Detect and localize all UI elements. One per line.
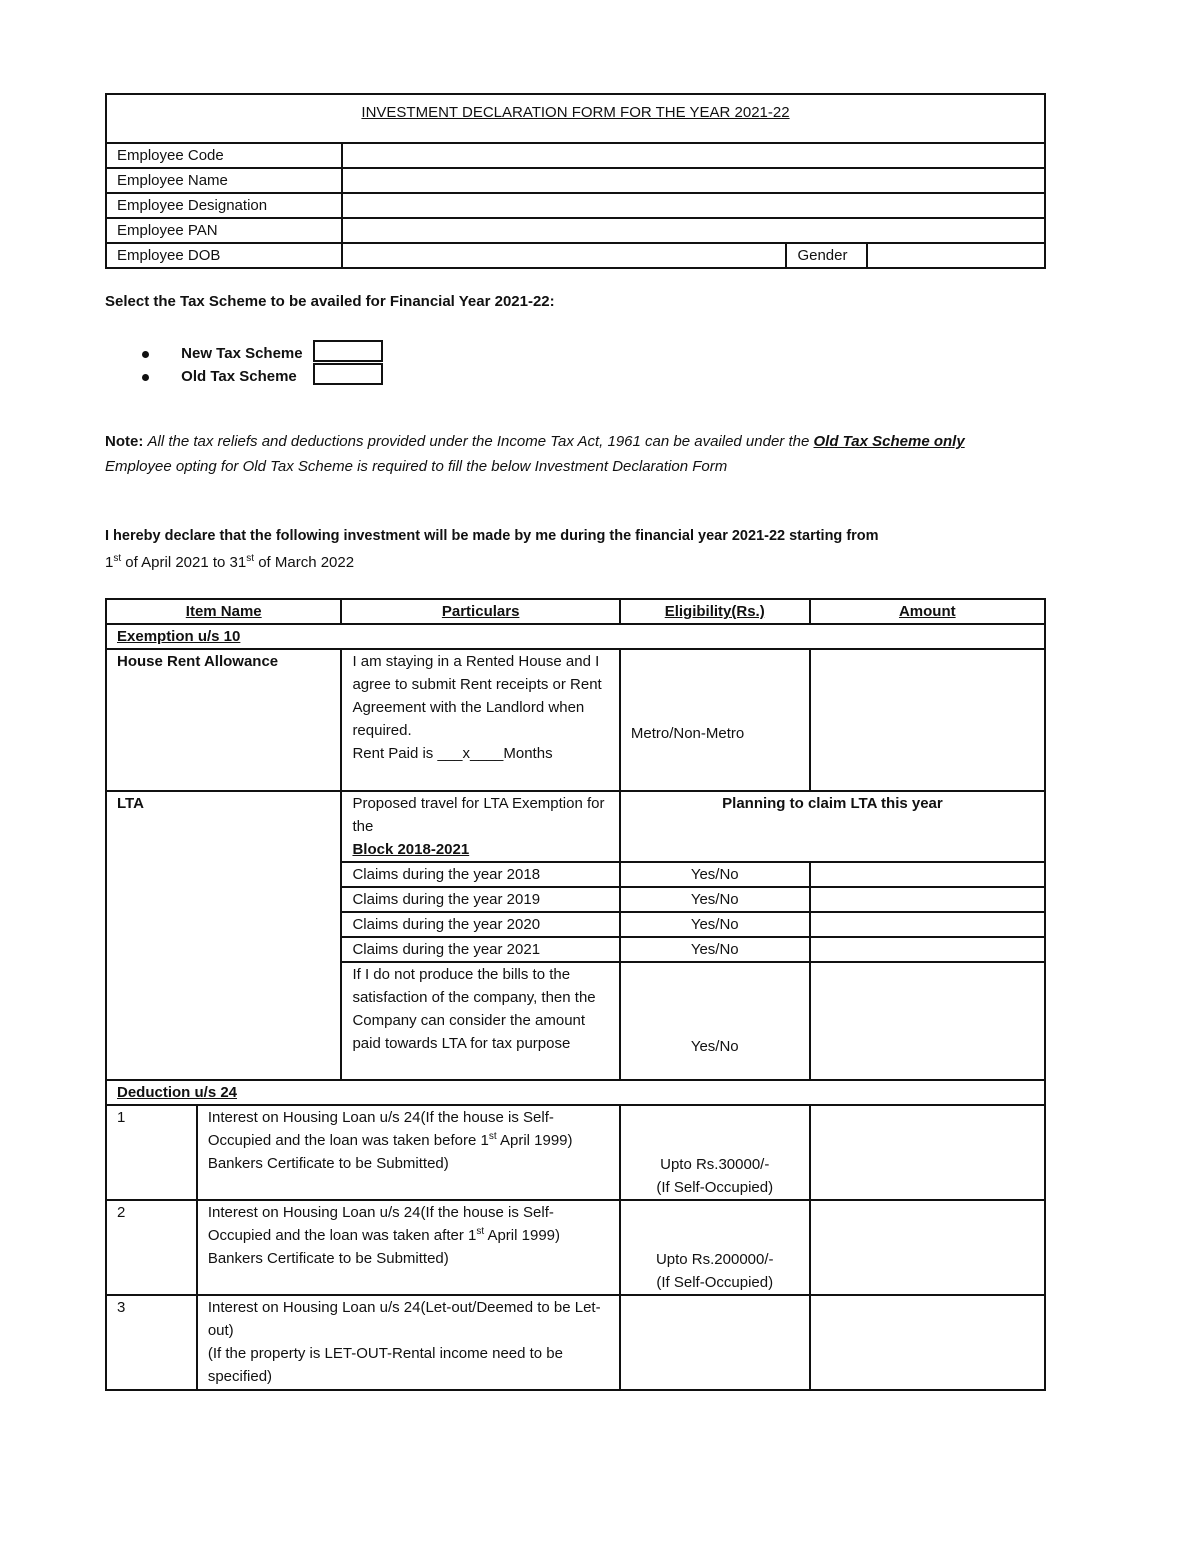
bullet-icon: [142, 351, 149, 358]
amount-input[interactable]: [810, 937, 1045, 962]
employee-designation-input[interactable]: [342, 193, 1045, 218]
scheme-option-new: [142, 340, 383, 362]
note-emphasis: Old Tax Scheme only: [813, 433, 965, 450]
old-tax-scheme-checkbox[interactable]: [313, 363, 383, 385]
particulars-cell: [197, 1105, 620, 1200]
eligibility-limit: Upto Rs.200000/-: [655, 1251, 774, 1268]
particulars-line: Interest on Housing Loan u/s 24(Let-out/Deemed to be Let-out): [207, 1299, 601, 1339]
amount-input[interactable]: [810, 887, 1045, 912]
eligibility-condition: (If Self-Occupied): [656, 1274, 774, 1291]
new-tax-scheme-checkbox[interactable]: [313, 340, 383, 362]
field-label: Employee Name: [106, 168, 342, 193]
particulars-cell: [197, 1295, 620, 1390]
form-title: INVESTMENT DECLARATION FORM FOR THE YEAR 2021-22: [361, 104, 790, 121]
field-label: Employee Designation: [106, 193, 342, 218]
superscript: st: [113, 553, 122, 564]
claim-label: Claims during the year 2020: [341, 912, 619, 937]
amount-input[interactable]: [810, 1200, 1045, 1295]
column-header: Amount: [810, 599, 1045, 624]
particulars-text: April 1999): [484, 1227, 561, 1244]
amount-input[interactable]: [810, 862, 1045, 887]
employee-code-input[interactable]: [342, 143, 1045, 168]
declaration-mid: of April 2021 to 31: [125, 554, 247, 571]
superscript: st: [476, 1226, 485, 1237]
particulars-line: (If the property is LET-OUT-Rental income need to be specified): [207, 1345, 563, 1385]
gender-label: Gender: [786, 243, 867, 268]
employee-pan-input[interactable]: [342, 218, 1045, 243]
particulars-text: Occupied and the loan was taken after 1: [207, 1227, 477, 1244]
row-number: 3: [106, 1295, 197, 1390]
note: [105, 433, 1105, 450]
scheme-heading: Select the Tax Scheme to be availed for Financial Year 2021-22:: [105, 293, 555, 310]
planning-label: Planning to claim LTA this year: [620, 791, 1045, 862]
field-label: Employee Code: [106, 143, 342, 168]
bullet-icon: [142, 374, 149, 381]
particulars-cell: [341, 791, 619, 862]
column-header: Eligibility(Rs.): [620, 599, 810, 624]
superscript: st: [488, 1131, 497, 1142]
eligibility-cell: [620, 1105, 810, 1200]
eligibility-cell: Metro/Non-Metro: [620, 649, 810, 791]
claim-value: Yes/No: [620, 912, 810, 937]
amount-input[interactable]: [810, 912, 1045, 937]
employee-name-input[interactable]: [342, 168, 1045, 193]
declaration-line2: [105, 554, 354, 571]
investment-table: [105, 598, 1046, 1391]
particulars-text: I am staying in a Rented House and I agree to submit Rent receipts or Rent Agreement with the Landlord when required.: [352, 653, 602, 739]
particulars-cell: [341, 649, 619, 791]
claim-value: Yes/No: [620, 862, 810, 887]
particulars-line: Bankers Certificate to be Submitted): [207, 1155, 449, 1172]
item-name: LTA: [106, 791, 341, 1080]
gender-input[interactable]: [867, 243, 1045, 268]
employee-dob-input[interactable]: [342, 243, 787, 268]
rent-paid-line[interactable]: Rent Paid is ___x____Months: [352, 745, 553, 762]
declaration-end: of March 2022: [258, 554, 355, 571]
particulars-line: [208, 1129, 609, 1152]
particulars-line: [208, 1224, 609, 1247]
eligibility-condition: (If Self-Occupied): [656, 1179, 774, 1196]
row-number: 2: [106, 1200, 197, 1295]
claim-label: Claims during the year 2018: [341, 862, 619, 887]
employee-info-table: [105, 93, 1046, 269]
scheme-option-old: [142, 363, 383, 385]
scheme-option-label: New Tax Scheme: [181, 345, 303, 362]
field-label: Employee DOB: [106, 243, 342, 268]
column-header: Particulars: [341, 599, 619, 624]
amount-input[interactable]: [810, 1295, 1045, 1390]
note-text: All the tax reliefs and deductions provided under the Income Tax Act, 1961 can be availed under the: [147, 433, 810, 450]
particulars-line: Bankers Certificate to be Submitted): [207, 1250, 449, 1267]
field-label: Employee PAN: [106, 218, 342, 243]
scheme-option-label: Old Tax Scheme: [181, 368, 297, 385]
particulars-text: April 1999): [496, 1132, 573, 1149]
particulars-text: Proposed travel for LTA Exemption for the: [352, 795, 605, 835]
note-line2: Employee opting for Old Tax Scheme is required to fill the below Investment Declaration Form: [105, 458, 728, 475]
claim-value: Yes/No: [620, 887, 810, 912]
amount-input[interactable]: [810, 962, 1045, 1080]
block-label: Block 2018-2021: [352, 841, 470, 858]
column-header: Item Name: [106, 599, 341, 624]
claim-label: Claims during the year 2021: [341, 937, 619, 962]
particulars-line: Interest on Housing Loan u/s 24(If the house is Self-: [207, 1204, 554, 1221]
bills-text: If I do not produce the bills to the satisfaction of the company, then the Company can consider the amount paid towards LTA for tax purpose: [341, 962, 619, 1080]
row-number: 1: [106, 1105, 197, 1200]
particulars-cell: [197, 1200, 620, 1295]
eligibility-limit: Upto Rs.30000/-: [660, 1156, 770, 1173]
claim-value: Yes/No: [620, 937, 810, 962]
section-label: Deduction u/s 24: [106, 1080, 1045, 1105]
item-name: House Rent Allowance: [106, 649, 341, 791]
amount-input[interactable]: [810, 1105, 1045, 1200]
eligibility-cell: [620, 1295, 810, 1390]
declaration-day: 1: [105, 554, 114, 571]
section-label: Exemption u/s 10: [106, 624, 1045, 649]
claim-label: Claims during the year 2019: [341, 887, 619, 912]
eligibility-cell: [620, 1200, 810, 1295]
note-label: Note:: [105, 433, 144, 450]
bills-value: Yes/No: [620, 962, 810, 1080]
superscript: st: [246, 553, 255, 564]
declaration-line1: I hereby declare that the following investment will be made by me during the financial year 2021-22 starting from: [105, 528, 879, 544]
particulars-text: Occupied and the loan was taken before 1: [207, 1132, 489, 1149]
amount-input[interactable]: [810, 649, 1045, 791]
particulars-line: Interest on Housing Loan u/s 24(If the house is Self-: [207, 1109, 554, 1126]
